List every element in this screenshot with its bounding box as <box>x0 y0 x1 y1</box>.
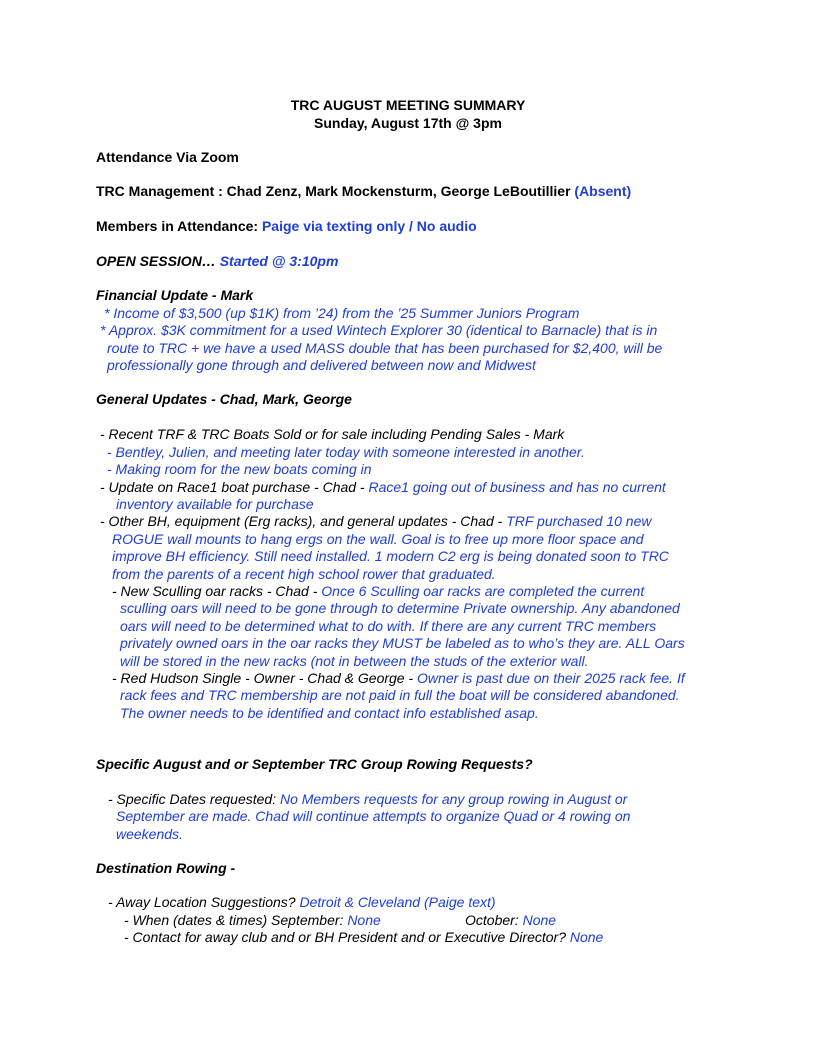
members-value: Paige via texting only / No audio <box>261 218 477 234</box>
race1-label: - Update on Race1 boat purchase - Chad - <box>100 479 369 495</box>
specific-dates-line <box>108 791 627 808</box>
race1-line <box>100 479 666 496</box>
document-title: TRC AUGUST MEETING SUMMARY <box>290 97 526 113</box>
specific-heading: Specific August and or September TRC Group Rowing Requests? <box>96 756 533 772</box>
contact-line <box>124 929 603 946</box>
oar-racks-note: privately owned oars in the oar racks they MUST be labeled as to who’s they are. ALL Oars <box>120 635 685 651</box>
bh-updates-note: TRF purchased 10 new <box>506 513 652 529</box>
boats-sold-note: - Bentley, Julien, and meeting later today with someone interested in another. <box>107 444 585 460</box>
oar-racks-note: will be stored in the new racks (not in between the studs of the exterior wall. <box>120 653 589 669</box>
management-line <box>96 183 631 200</box>
bh-updates-note: from the parents of a recent high school rower that graduated. <box>112 566 496 582</box>
red-hudson-note: Owner is past due on their 2025 rack fee. If <box>417 670 685 686</box>
bh-updates-note: improve BH efficiency. Still need installed. 1 modern C2 erg is being donated soon to TRC <box>112 548 669 564</box>
financial-line: professionally gone through and delivered between now and Midwest <box>107 357 536 373</box>
financial-line: * Approx. $3K commitment for a used Wintech Explorer 30 (identical to Barnacle) that is in <box>100 322 658 338</box>
oar-racks-label: - New Sculling oar racks - Chad - <box>112 583 322 599</box>
when-line <box>124 912 381 929</box>
bh-updates-line <box>100 513 651 530</box>
red-hudson-note: The owner needs to be identified and contact info established asap. <box>120 705 539 721</box>
red-hudson-label: - Red Hudson Single - Owner - Chad & George - <box>112 670 418 686</box>
members-label: Members in Attendance: <box>96 218 262 234</box>
open-session-value: Started @ 3:10pm <box>219 253 339 269</box>
away-location-value: Detroit & Cleveland (Paige text) <box>299 894 496 910</box>
open-session-line <box>96 253 338 270</box>
race1-note: Race1 going out of business and has no current <box>368 479 666 495</box>
general-heading: General Updates - Chad, Mark, George <box>96 391 352 407</box>
october-value: None <box>522 912 557 928</box>
management-label: TRC Management : Chad Zenz, Mark Mockensturm, George LeBoutillier <box>96 183 575 199</box>
specific-dates-note: No Members requests for any group rowing in August or <box>279 791 628 807</box>
attendance-line: Attendance Via Zoom <box>96 149 239 165</box>
document-subtitle: Sunday, August 17th @ 3pm <box>314 115 502 131</box>
away-location-label: - Away Location Suggestions? <box>108 894 300 910</box>
specific-dates-label: - Specific Dates requested: <box>108 791 280 807</box>
financial-line: route to TRC + we have a used MASS double that has been purchased for $2,400, will be <box>107 340 663 356</box>
contact-value: None <box>569 929 604 945</box>
boats-sold-line: - Recent TRF & TRC Boats Sold or for sale including Pending Sales - Mark <box>100 426 565 442</box>
members-line <box>96 218 477 235</box>
open-session-label: OPEN SESSION… <box>96 253 220 269</box>
oar-racks-note: sculling oars will need to be gone through to determine Private ownership. Any abandoned <box>120 600 680 616</box>
october-label: October: <box>465 912 523 928</box>
boats-sold-note: - Making room for the new boats coming in <box>107 461 372 477</box>
when-label: - When (dates & times) September: <box>124 912 348 928</box>
october-line <box>465 912 556 929</box>
september-value: None <box>347 912 381 928</box>
specific-dates-note: weekends. <box>116 826 183 842</box>
contact-label: - Contact for away club and or BH President and or Executive Director? <box>124 929 570 945</box>
red-hudson-note: rack fees and TRC membership are not paid in full the boat will be considered abandoned. <box>120 687 680 703</box>
away-location-line <box>108 894 496 911</box>
specific-dates-note: September are made. Chad will continue attempts to organize Quad or 4 rowing on <box>116 808 631 824</box>
oar-racks-line <box>112 583 644 600</box>
financial-heading: Financial Update - Mark <box>96 287 254 303</box>
financial-line: * Income of $3,500 (up $1K) from ’24) from the ’25 Summer Juniors Program <box>104 305 580 321</box>
oar-racks-note: oars will need to be determined what to do with. If there are any current TRC members <box>120 618 657 634</box>
bh-updates-label: - Other BH, equipment (Erg racks), and general updates - Chad - <box>100 513 507 529</box>
destination-heading: Destination Rowing - <box>96 860 236 876</box>
race1-note: inventory available for purchase <box>116 496 314 512</box>
management-absent-note: (Absent) <box>574 183 632 199</box>
bh-updates-note: ROGUE wall mounts to hang ergs on the wall. Goal is to free up more floor space and <box>112 531 644 547</box>
oar-racks-note: Once 6 Sculling oar racks are completed the current <box>321 583 645 599</box>
red-hudson-line <box>112 670 685 687</box>
